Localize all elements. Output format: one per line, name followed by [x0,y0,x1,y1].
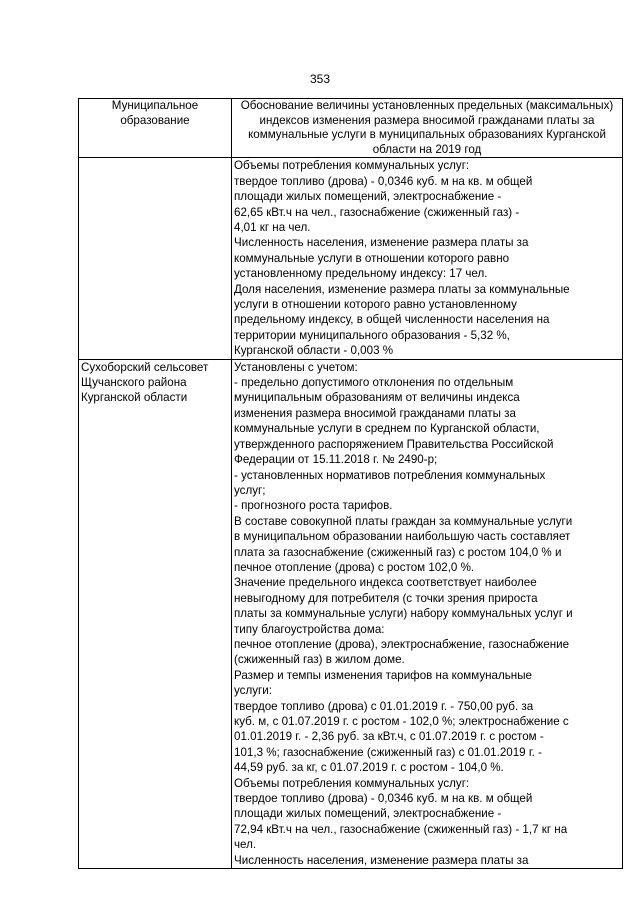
text-line: услуги: [234,684,272,698]
justification-cell [232,359,623,868]
text-line: Курганской области - 0,003 % [234,344,394,358]
text-line: Доля населения, изменение размера платы за коммунальные [234,282,570,296]
page-number: 353 [309,72,331,86]
text-line: утвержденного распоряжением Правительства Российской [234,437,554,451]
text-line: 4,01 кг на чел. [234,221,311,234]
text-line: чел. [234,838,257,852]
municipality-cell [79,158,232,359]
text-line: невыгодному для потребителя (с точки зрения прироста [234,591,538,605]
text-line: твердое топливо (дрова) с 01.01.2019 г. - 750,00 руб. за [234,699,534,713]
text-line: коммунальные услуги в отношении которого равно [234,251,510,265]
text-line: 101,3 %; газоснабжение (сжиженный газ) с 01.01.2019 г. - [234,745,542,759]
text-line: (сжиженный газ) в жилом доме. [234,653,405,667]
text-line: муниципальным образованиям от величины индекса [234,391,520,405]
text-line: территории муниципального образования - 5,32 %, [234,328,510,342]
text-line: в муниципальном образовании наибольшую часть составляет [234,530,571,544]
table-header-row [79,99,623,158]
text-line: платы за коммунальные услуги) набору коммунальных услуг и [234,607,573,621]
text-line: 01.01.2019 г. - 2,36 руб. за кВт.ч, с 01.07.2019 г. с ростом - [234,730,544,744]
text-line: Размер и темпы изменения тарифов на коммунальные [234,668,532,682]
text-line: твердое топливо (дрова) - 0,0346 куб. м на кв. м общей [234,174,533,188]
justification-cell [232,158,623,359]
text-line: - установленных нормативов потребления коммунальных [234,468,546,482]
text-line: 72,94 кВт.ч на чел., газоснабжение (сжиженный газ) - 1,7 кг на [234,822,568,836]
tariff-justification-table [78,98,623,869]
text-line: изменения размера вносимой гражданами платы за [234,406,516,420]
header-justification: Обоснование величины установленных предельных (максимальных) индексов изменения размера вносимой гражданами платы за коммунальные услуги в муниципальных образованиях Курганской области на 2019 год [232,99,623,158]
text-line: печное отопление (дрова) с ростом 102,0 %. [234,560,475,574]
text-line: 44,59 руб. за кг, с 01.07.2019 г. с ростом - 104,0 %. [234,761,504,775]
text-line: 62,65 кВт.ч на чел., газоснабжение (сжиженный газ) - [234,205,520,219]
text-line: - прогнозного роста тарифов. [234,499,393,513]
text-line: коммунальные услуги в среднем по Курганской области, [234,422,540,436]
text-line: твердое топливо (дрова) - 0,0346 куб. м на кв. м общей [234,792,533,806]
municipality-line: Щучанского района [81,376,187,390]
table-row [79,359,623,868]
text-line: услуг; [234,483,266,497]
text-line: Установлены с учетом: [234,360,358,374]
text-line: печное отопление (дрова), электроснабжение, газоснабжение [234,637,570,651]
text-line: Численность населения, изменение размера платы за [234,236,529,250]
table-row [79,158,623,359]
text-line: площади жилых помещений, электроснабжение - [234,807,502,821]
text-line: услуги в отношении которого равно установленному [234,298,517,312]
text-line: Численность населения, изменение размера платы за [234,853,529,867]
municipality-cell [79,359,232,868]
text-line: типу благоустройства дома: [234,622,385,636]
text-line: Значение предельного индекса соответствует наиболее [234,576,537,590]
text-line: Федерации от 15.11.2018 г. № 2490-р; [234,453,438,467]
municipality-line: Сухоборский сельсовет [81,360,209,374]
text-line: куб. м, с 01.07.2019 г. с ростом - 102,0 %; электроснабжение с [234,715,569,728]
text-line: установленному предельному индексу: 17 чел. [234,267,488,281]
text-line: В составе совокупной платы граждан за коммунальные услуги [234,514,573,528]
text-line: - предельно допустимого отклонения по отдельным [234,376,514,390]
text-line: предельному индексу, в общей численности населения на [234,313,550,327]
municipality-line: Курганской области [81,391,188,405]
text-line: Объемы потребления коммунальных услуг: [234,159,470,173]
text-line: площади жилых помещений, электроснабжение - [234,190,502,204]
header-municipality: Муниципальное образование [79,99,232,158]
text-line: Объемы потребления коммунальных услуг: [234,776,470,790]
text-line: плата за газоснабжение (сжиженный газ) с ростом 104,0 % и [234,545,562,559]
